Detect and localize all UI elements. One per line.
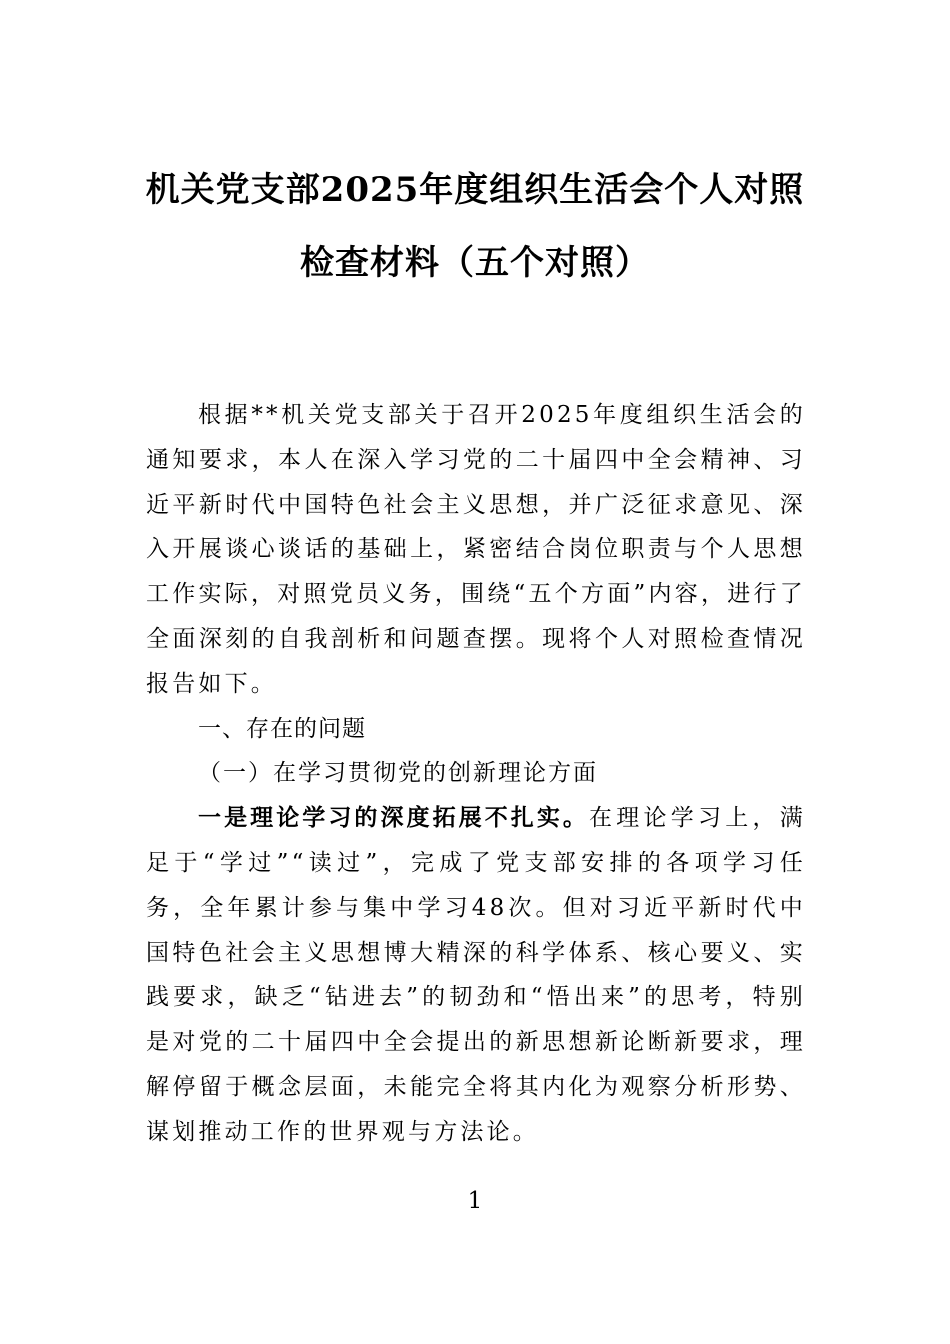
document-body [146, 393, 806, 1155]
point-paragraph-1 [146, 796, 806, 1154]
point-1-body: 在理论学习上，满足于“学过”“读过”，完成了党支部安排的各项学习任务，全年累计参与集中学习48次。但对习近平新时代中国特色社会主义思想博大精深的科学体系、核心要义、实践要求，缺乏“钻进去”的韧劲和“悟出来”的思考，特别是对党的二十届四中全会提出的新思想新论断新要求，理解停留于概念层面，未能完全将其内化为观察分析形势、谋划推动工作的世界观与方法论。 [146, 805, 806, 1145]
intro-paragraph: 根据**机关党支部关于召开2025年度组织生活会的通知要求，本人在深入学习党的二十届四中全会精神、习近平新时代中国特色社会主义思想，并广泛征求意见、深入开展谈心谈话的基础上，紧密结合岗位职责与个人思想工作实际，对照党员义务，围绕“五个方面”内容，进行了全面深刻的自我剖析和问题查摆。现将个人对照检查情况报告如下。 [146, 402, 806, 697]
section-heading-problems: 一、存在的问题 [198, 715, 366, 742]
point-1-lead: 一是理论学习的深度拓展不扎实。 [198, 805, 589, 832]
document-title-line-1: 机关党支部2025年度组织生活会个人对照 [145, 170, 805, 210]
subsection-heading-theory-study: （一）在学习贯彻党的创新理论方面 [198, 760, 598, 787]
document-title-line-2: 检查材料（五个对照） [300, 243, 650, 283]
page-number: 1 [467, 1188, 483, 1214]
